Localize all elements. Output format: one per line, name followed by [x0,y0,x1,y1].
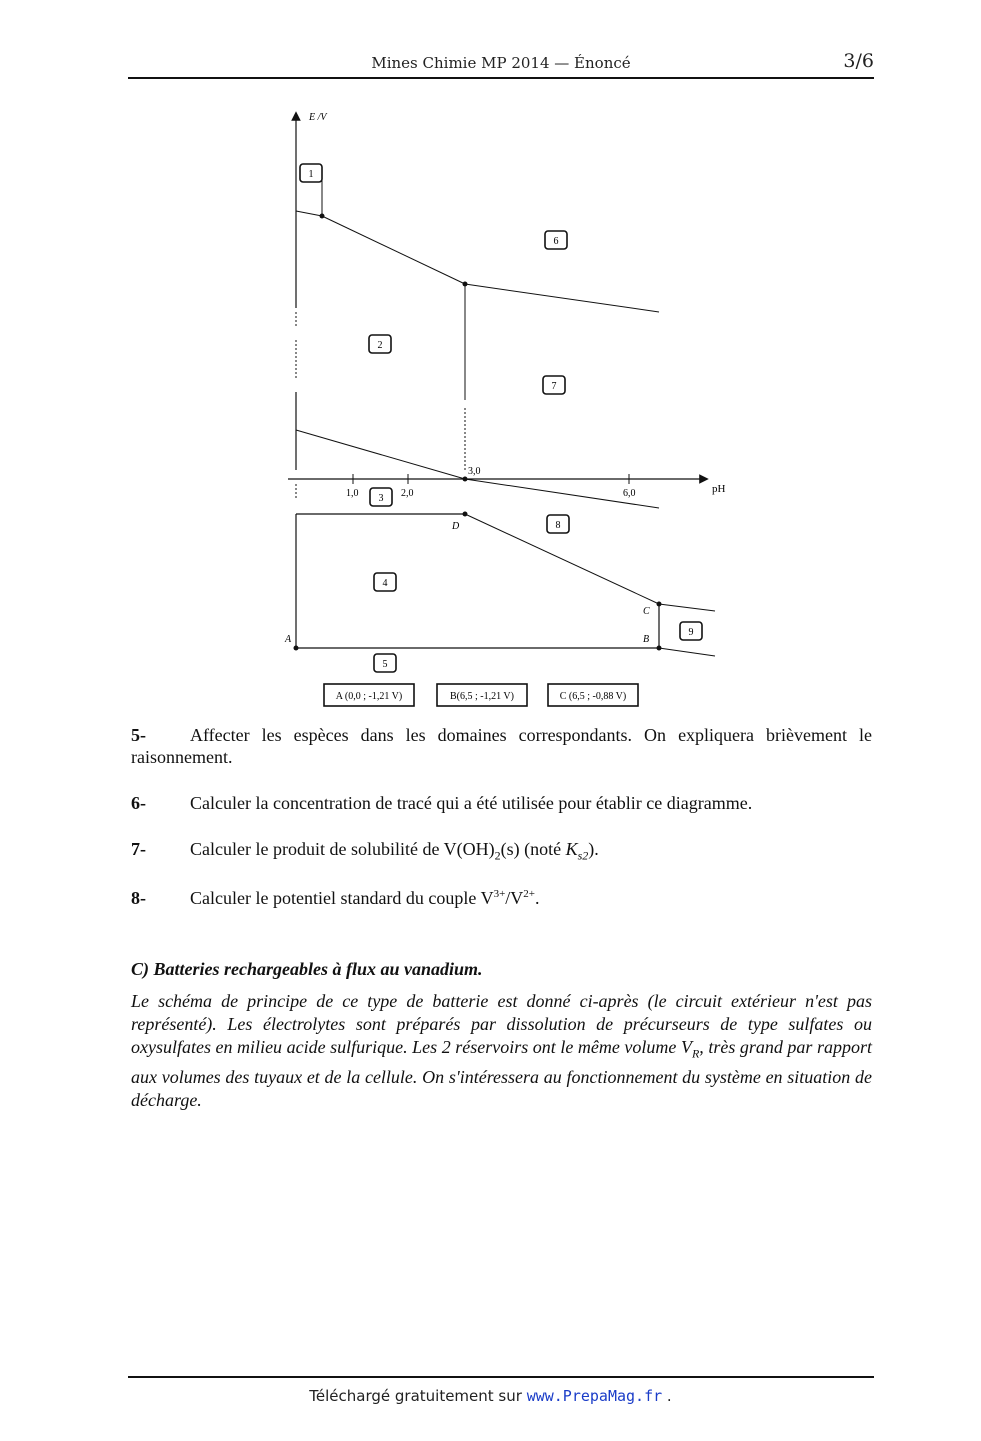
node-3 [463,477,468,482]
domain-box-5 [374,654,396,672]
question-number: 7- [131,839,146,859]
header-title: Mines Chimie MP 2014 — Énoncé [371,54,631,72]
frontier-5-9 [659,648,715,656]
point-c [657,602,662,607]
section-paragraph: Le schéma de principe de ce type de batterie est donné ci-après (le circuit extérieur n'est pas représenté). Les électrolytes sont préparés par dissolution de précurseurs de type sulfates ou oxysulfates en milieu acide sulfurique. Les 2 réservoirs ont le même volume $V_R$, très grand par rapport aux volumes des tuyaux et de la cellule. On s'intéressera au fonctionnement du système en situation de décharge. [131,991,872,1110]
frontier-8-9 [659,604,715,611]
svg-text:5: 5 [382,659,388,670]
question-7 [131,838,872,867]
coord-box-a [324,684,414,706]
point-d [463,512,468,517]
frontier-6-7 [465,284,659,312]
svg-text:1: 1 [308,169,314,180]
section-title: C) Batteries rechargeables à flux au vanadium. [131,959,483,979]
tick-label-2: 2,0 [401,488,414,499]
frontier-2-3 [296,430,465,479]
domain-box-1 [300,164,322,182]
svg-text:A (0,0 ; -1,21 V): A (0,0 ; -1,21 V) [335,691,403,702]
coord-box-c [548,684,638,706]
svg-text:C (6,5 ; -0,88 V): C (6,5 ; -0,88 V) [559,691,627,702]
question-text: Calculer le produit de solubilité de $V(OH)_2(s)$ (noté $K_{s2}$). [190,839,599,863]
svg-text:9: 9 [688,627,694,638]
tick-label-6: 6,0 [623,488,636,499]
question-8 [131,883,872,909]
page-footer [0,1387,981,1405]
question-6 [131,792,872,814]
node-2 [463,282,468,287]
svg-text:4: 4 [382,578,388,589]
potential-ph-diagram [0,0,981,720]
point-label-b: B [643,634,650,645]
question-text: Calculer la concentration de tracé qui a été utilisée pour établir ce diagramme. [190,793,753,813]
page-number: 3/6 [843,50,874,72]
point-label-c: C [643,606,650,617]
y-axis-label: E /V [309,112,327,123]
x-axis-label: pH [712,483,726,495]
frontier-top-left [296,211,322,216]
question-number: 6- [131,793,146,813]
domain-box-7 [543,376,565,394]
question-number: 5- [131,725,146,745]
point-label-d: D [452,521,460,532]
svg-text:3: 3 [378,493,384,504]
svg-text:2: 2 [377,340,383,351]
tick-label-1: 1,0 [346,488,359,499]
domain-box-3 [370,488,392,506]
domain-box-9 [680,622,702,640]
svg-text:8: 8 [555,520,561,531]
question-text: Calculer le potentiel standard du couple $V^{3+}/V^{2+}$. [190,888,540,908]
domain-box-8 [547,515,569,533]
point-a [294,646,299,651]
domain-box-4 [374,573,396,591]
svg-text:B(6,5 ; -1,21 V): B(6,5 ; -1,21 V) [450,691,514,702]
footer-rule [128,1376,874,1378]
svg-text:6: 6 [553,236,559,247]
svg-text:7: 7 [551,381,557,392]
coord-box-b [437,684,527,706]
node-1 [320,214,325,219]
footer-end: . [662,1387,672,1405]
question-5 [131,724,872,768]
tick-label-3: 3,0 [468,466,481,477]
point-b [657,646,662,651]
domain-box-6 [545,231,567,249]
domain-box-2 [369,335,391,353]
question-text: Affecter les espèces dans les domaines correspondants. On expliquera brièvement le raisonnement. [131,725,872,767]
point-label-a: A [285,634,292,645]
question-number: 8- [131,888,146,908]
footer-link[interactable]: www.PrepaMag.fr [526,1387,663,1405]
frontier-1-6 [322,216,465,284]
footer-text: Téléchargé gratuitement sur [309,1387,527,1405]
